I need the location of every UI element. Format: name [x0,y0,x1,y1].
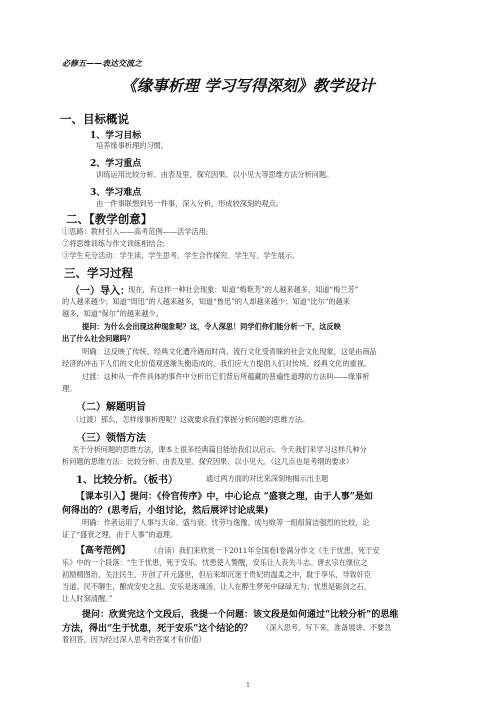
transition-line-1: 过渡：这种从一件件具体的事件中分析出它们背后所蕴藏的普遍性道理的方法叫——缘事析 [82,372,370,381]
objective-text: 培养缘事析理的习惯。 [96,141,168,150]
textbook-answer-line-2: 证了“盛衰之理，由于人事”的道理。 [62,530,178,539]
answer-1-line-1: 明确：这反映了传统、经典文化遭冷遇而时尚、流行文化受青睐的社会文化现象，这是由商品 [82,347,377,356]
section-2-heading: 二、【教学创意】 [66,212,153,226]
intro-line-2: 的人越来越少；知道“周迅”的人越来越多，知道“鲁迅”的人却越来越少；知道“比尔”的越来 [62,297,350,306]
final-question-note: （深入思考，写下来，准备展讲。不要急 [262,623,392,632]
section-1-heading: 一、目标概说 [60,112,129,126]
creative-item-2: ②将思维训练与作文训练相结合; [62,239,166,248]
textbook-question-line-2: 何得出的？(思考后，小组讨论，然后展评讨论成果) [62,506,269,516]
final-question-line-1: 提问：欣赏完这个文段后，我提一个问题：该文段是如何通过“比较分析”的思维 [82,610,399,620]
exam-example-heading: 【高考范例】 [76,546,131,556]
transition-line-2: 理。 [62,384,77,393]
question-1-line-1: 提问：为什么会出现这种现象呢？这，令人深思！同学们你们能分析一下，这反映 [82,322,341,331]
section-3-heading: 三、学习过程 [64,266,133,280]
answer-1-line-2: 经济的冲击下人们的文化价值观逐渐失衡造成的，我们应大力提倡人们对传统、经典文化的重视。 [62,359,372,368]
key-point-text: 训练运用比较分析、由表及里、探究因果、以小见大等思维方法分析问题。 [96,170,334,179]
difficulty-text: 由一件事联想到另一件事，深入分析，形成较深刻的观点。 [96,199,283,208]
objective-heading: 1、学习目标 [90,131,142,141]
topic-text: （过渡）那么，怎样缘事析理呢？这就要求我们掌握分析问题的思维方法。 [72,415,310,424]
exam-example-line-4: 当道、民不聊生，酿成安史之乱。安乐是迷魂汤，让人在醉生梦死中碌碌无为；忧患是砺剑之石， [62,582,372,591]
textbook-question-line-1: 【课本引入】提问：《伶官传序》中，中心论点 “盛衰之理，由于人事”是如 [76,492,373,502]
comparison-heading: 1、比较分析。（板书） [76,475,178,486]
final-question-line-3: 着回答，因为经过深入思考的答案才有价值） [62,635,206,644]
exam-example-line-3: 初励精图治，关注民生，开创了开元盛世，但后来却沉迷于贵妃的温柔之中，耽于享乐，导致奸臣 [62,570,372,579]
intro-heading: （一）导入： [70,286,130,297]
difficulty-heading: 3、学习难点 [90,188,142,198]
topic-heading: （二）解题明旨 [76,402,146,413]
intro-line-3: 越多，知道“保尔”的越来越少。 [62,309,163,318]
key-point-heading: 2、学习重点 [90,159,142,169]
method-heading: （三）领悟方法 [76,433,146,444]
exam-example-line-1: （自读）我们来欣赏一下2011年全国卷Ⅰ卷满分作文《生于忧患，死于安 [150,546,380,555]
textbook-answer-line-1: 明确：作者运用了人事与天命、盛与衰、忧劳与逸豫、成与败等一组组简洁强烈的比较，论 [82,518,370,527]
pretitle: 必修五——表达交流之 [62,58,142,68]
question-1-line-2: 出了什么社会问题吗？ [62,334,134,343]
final-question-line-2: 方法，得出“生于忧患，死于安乐”这个结论的？ [62,624,253,634]
exam-example-line-5: 让人时刻清醒。” [62,594,113,603]
method-line-1: 关于分析问题的思维方法，课本上很多经典篇目能给我们以启示。今天我们来学习这样几种分 [72,445,367,454]
method-line-2: 析问题的思维方法：比较分析、由表及里、探究因果、以小见大。（这几点也是考纲的要求） [62,457,354,466]
exam-example-line-2: 乐》中的一个段落：“生于忧患，死于安乐，忧患使人警醒，安乐让人丧失斗志。唐玄宗在继位之 [62,558,368,567]
intro-line-1: 现在，有这样一种社会现象：知道“梅艳芳”的人越来越多，知道“梅兰芳” [128,285,359,294]
creative-item-1: ①思路：教材引入——高考范例——活学活用; [62,227,209,236]
page-number: 1 [246,682,250,689]
creative-item-3: ③学生充分活动：学生读、学生思考、学生合作探究、学生写、学生展示。 [62,251,300,260]
comparison-note: 通过两方面的对比来深刻地揭示出主题 [206,474,329,483]
document-title: 《缘事析理 学习写得深刻》教学设计 [121,76,375,95]
